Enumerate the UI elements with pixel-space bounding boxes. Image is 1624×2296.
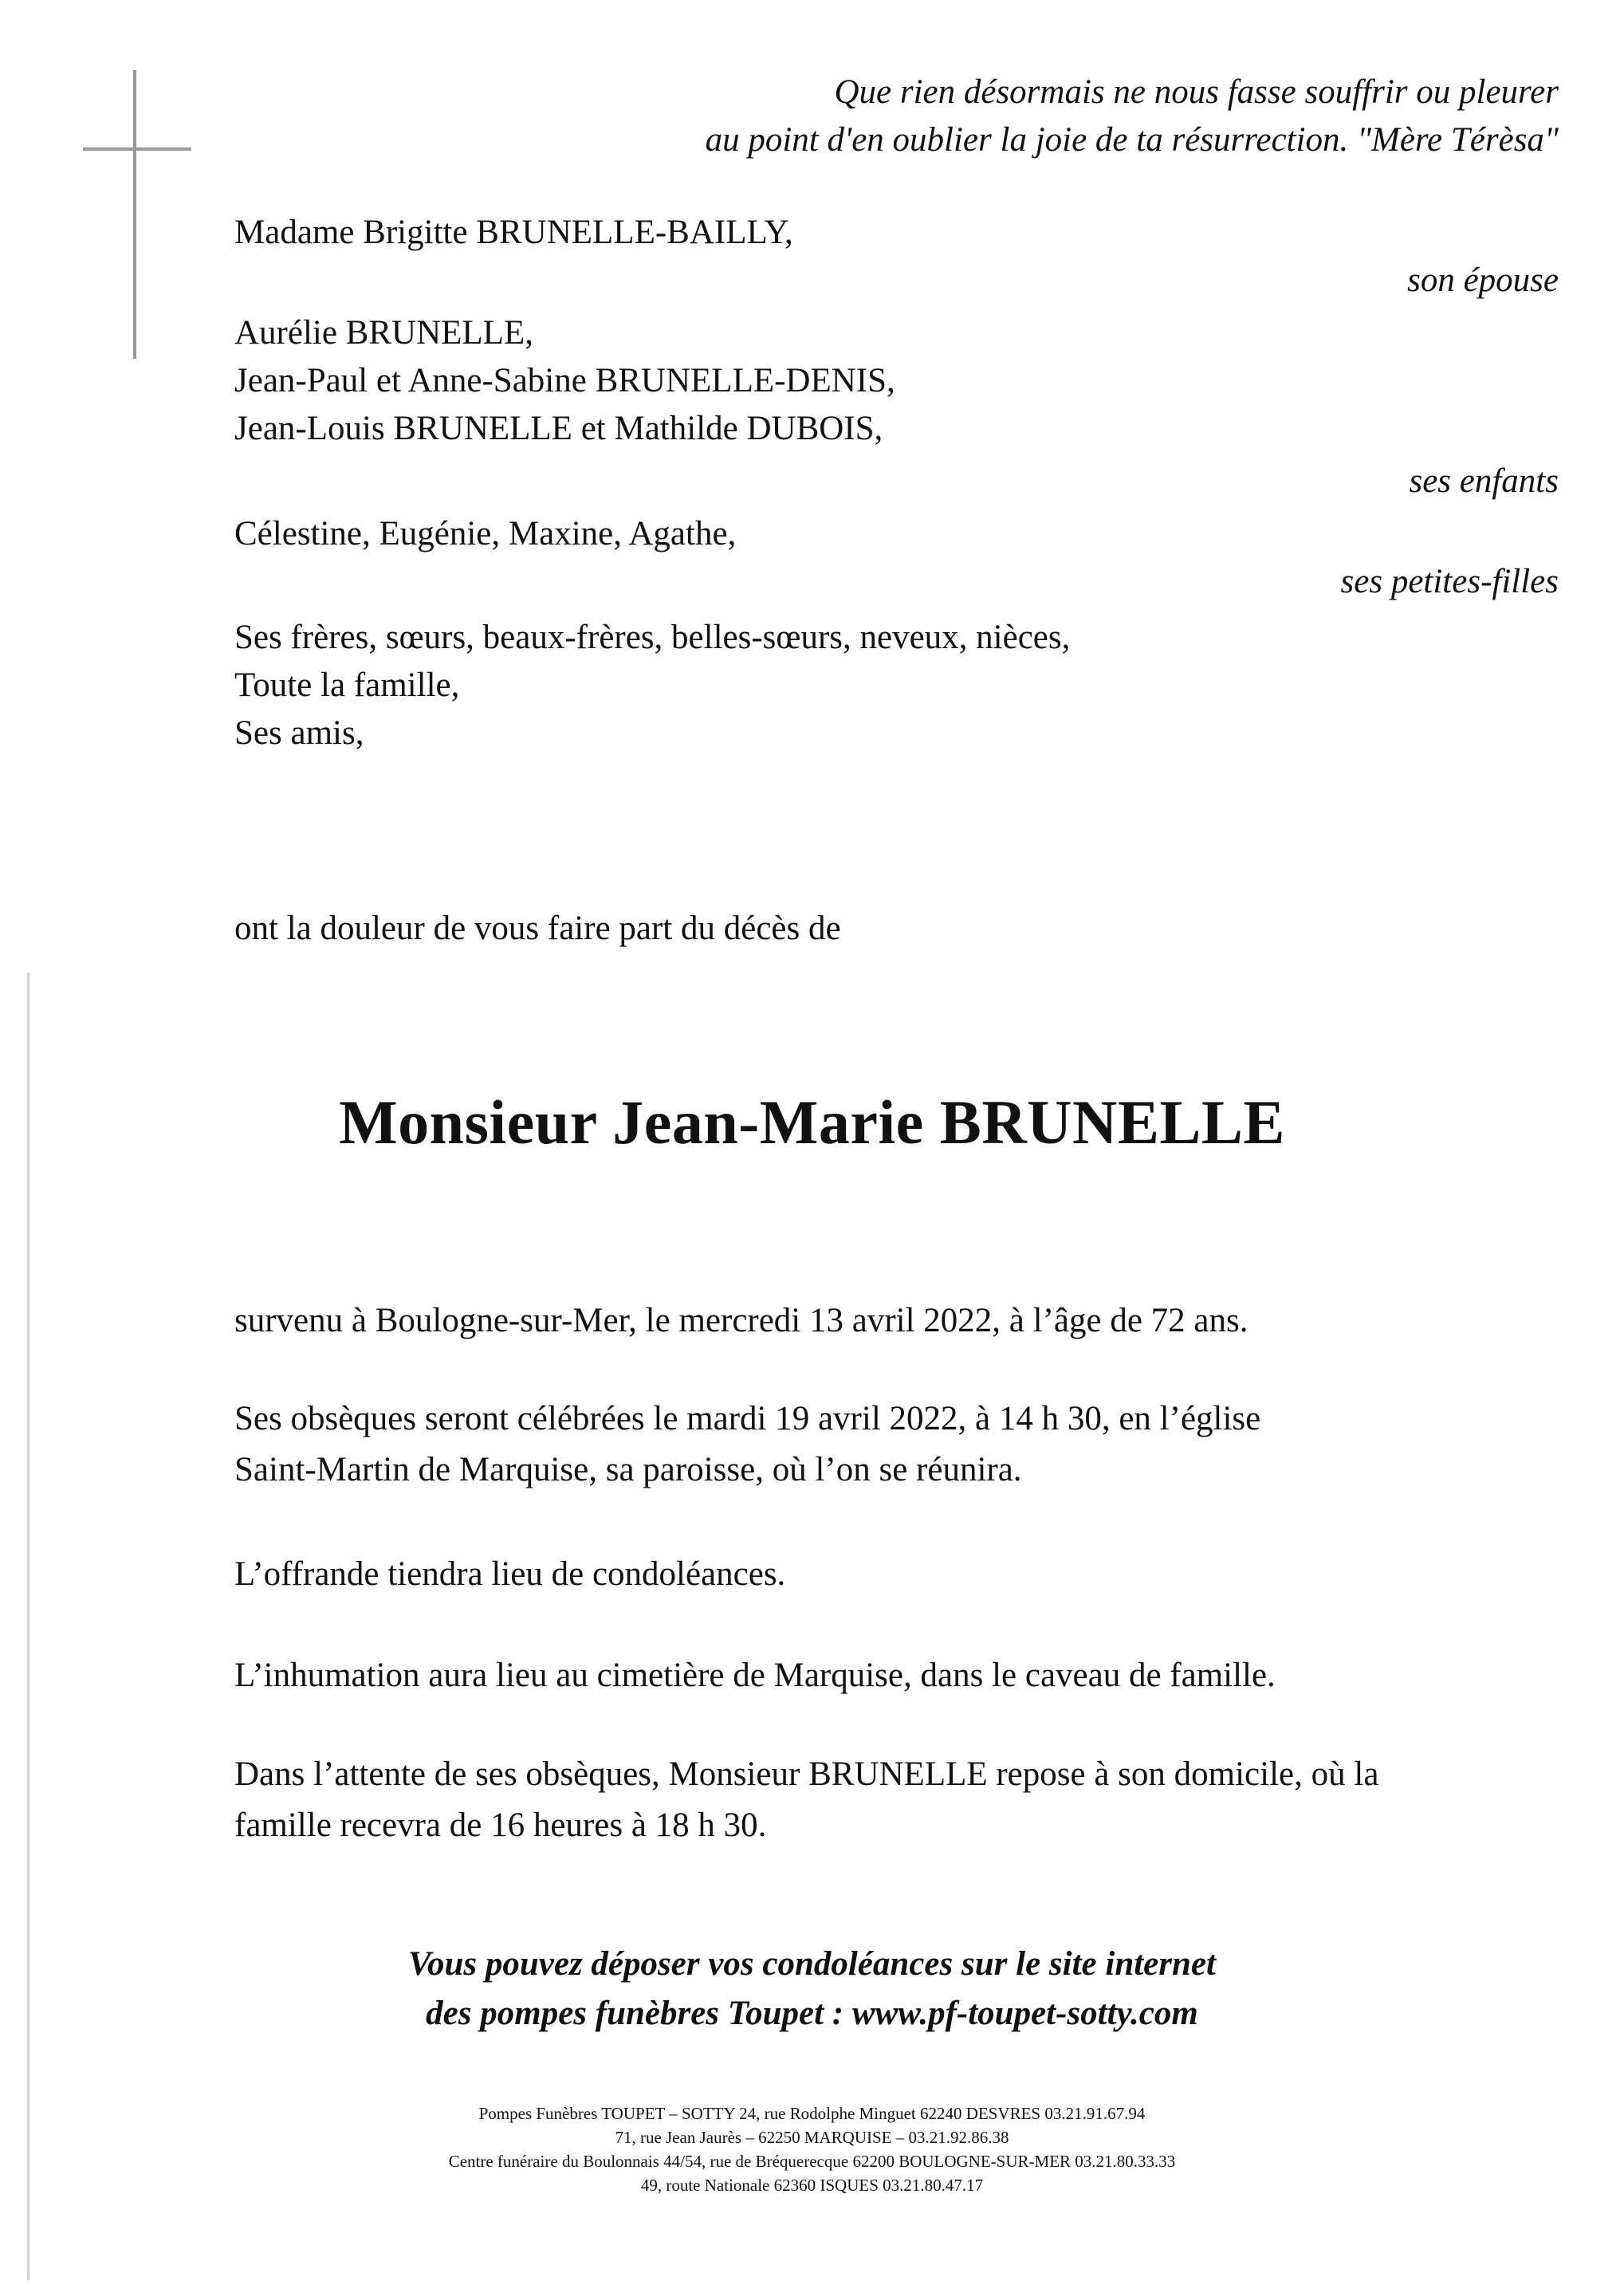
cross-icon-horizontal (83, 147, 191, 151)
condolences-line-1: Vous pouvez déposer vos condoléances sur le site internet (408, 1945, 1216, 1983)
cross-icon-vertical (133, 70, 136, 359)
epigraph-quote (706, 69, 1559, 164)
footer-line-1: Pompes Funèbres TOUPET – SOTTY 24, rue Rodolphe Minguet 62240 DESVRES 03.21.91.67.94 (478, 2104, 1146, 2123)
condolences-line-2: des pompes funèbres Toupet : www.pf-toupet-sotty.com (426, 1995, 1198, 2032)
rest-details (234, 1749, 1561, 1851)
granddaughters-names: Célestine, Eugénie, Maxine, Agathe, (234, 515, 737, 552)
child-3: Jean-Louis BRUNELLE et Mathilde DUBOIS, (234, 410, 883, 447)
footer-line-2: 71, rue Jean Jaurès – 62250 MARQUISE – 03.21.92.86.38 (615, 2128, 1009, 2147)
footer-line-3: Centre funéraire du Boulonnais 44/54, rue de Bréquerecque 62200 BOULOGNE-SUR-MER 03.21.80.33.33 (448, 2152, 1176, 2171)
children-role: ses enfants (1409, 462, 1559, 500)
scan-edge-line (27, 973, 29, 2280)
funeral-line-1: Ses obsèques seront célébrées le mardi 19 avril 2022, à 14 h 30, en l’église (234, 1400, 1261, 1437)
granddaughters-role: ses petites-filles (1340, 563, 1559, 600)
child-1: Aurélie BRUNELLE, (234, 314, 533, 352)
family-line: Toute la famille, (234, 666, 460, 704)
funeral-home-footer (0, 2101, 1624, 2197)
footer-line-4: 49, route Nationale 62360 ISQUES 03.21.80.47.17 (640, 2176, 984, 2195)
burial-details: L’inhumation aura lieu au cimetière de Marquise, dans le caveau de famille. (234, 1657, 1276, 1694)
spouse-role: son épouse (1407, 261, 1559, 299)
rest-line-1: Dans l’attente de ses obsèques, Monsieur BRUNELLE repose à son domicile, où la (234, 1755, 1379, 1793)
relatives-line: Ses frères, sœurs, beaux-frères, belles-sœurs, neveux, nièces, (234, 619, 1071, 656)
spouse-name: Madame Brigitte BRUNELLE-BAILLY, (234, 214, 793, 251)
rest-line-2: famille recevra de 16 heures à 18 h 30. (234, 1807, 767, 1844)
death-details: survenu à Boulogne-sur-Mer, le mercredi 13 avril 2022, à l’âge de 72 ans. (234, 1302, 1248, 1339)
offering-details: L’offrande tiendra lieu de condoléances. (234, 1555, 786, 1593)
friends-line: Ses amis, (234, 714, 364, 752)
funeral-details (234, 1394, 1561, 1496)
deceased-name: Monsieur Jean-Marie BRUNELLE (339, 1087, 1285, 1157)
child-2: Jean-Paul et Anne-Sabine BRUNELLE-DENIS, (234, 362, 895, 399)
funeral-line-2: Saint-Martin de Marquise, sa paroisse, où l’on se réunira. (234, 1451, 1022, 1488)
announcement-text: ont la douleur de vous faire part du décès de (234, 910, 841, 947)
quote-line-2: au point d'en oublier la joie de ta résurrection. "Mère Térèsa" (705, 121, 1559, 159)
quote-line-1: Que rien désormais ne nous fasse souffrir ou pleurer (834, 73, 1559, 111)
condolences-notice (0, 1940, 1624, 2038)
